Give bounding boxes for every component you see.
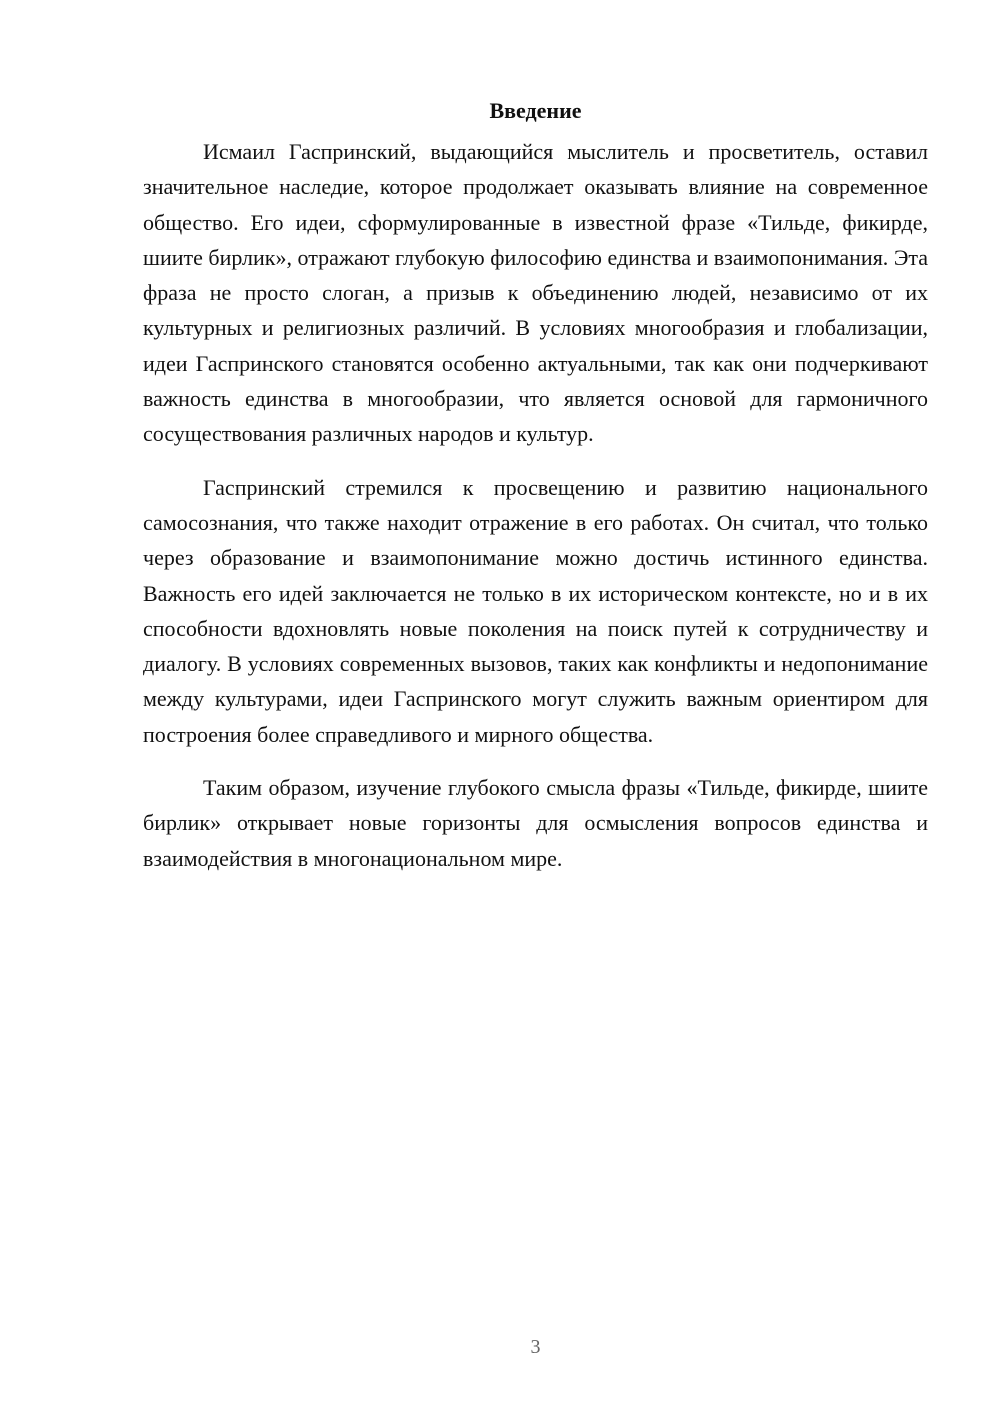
paragraph-2: Гаспринский стремился к просвещению и развитию национального самосознания, что также находит отражение в его работах. Он считал, что только через образование и взаимопонимание можно достичь истинного единства. Важность его идей заключается не только в их историческом контексте, но и в их способности вдохновлять новые поколения на поиск путей к сотрудничеству и диалогу. В условиях современных вызовов, таких как конфликты и недопонимание между культурами, идеи Гаспринского могут служить важным ориентиром для построения более справедливого и мирного общества. (143, 474, 928, 747)
page-number: 3 (530, 1336, 541, 1358)
page-content (143, 94, 928, 894)
paragraph-1: Исмаил Гаспринский, выдающийся мыслитель и просветитель, оставил значительное наследие, которое продолжает оказывать влияние на современное общество. Его идеи, сформулированные в известной фразе «Тильде, фикирде, шиите бирлик», отражают глубокую философию единства и взаимопонимания. Эта фраза не просто слоган, а призыв к объединению людей, независимо от их культурных и религиозных различий. В условиях многообразия и глобализации, идеи Гаспринского становятся особенно актуальными, так как они подчеркивают важность единства в многообразии, что является основой для гармоничного сосуществования различных народов и культур. (143, 139, 928, 447)
paragraph-3: Таким образом, изучение глубокого смысла фразы «Тильде, фикирде, шиите бирлик» открывает новые горизонты для осмысления вопросов единства и взаимодействия в многонациональном мире. (143, 775, 928, 871)
section-heading: Введение (489, 98, 582, 123)
